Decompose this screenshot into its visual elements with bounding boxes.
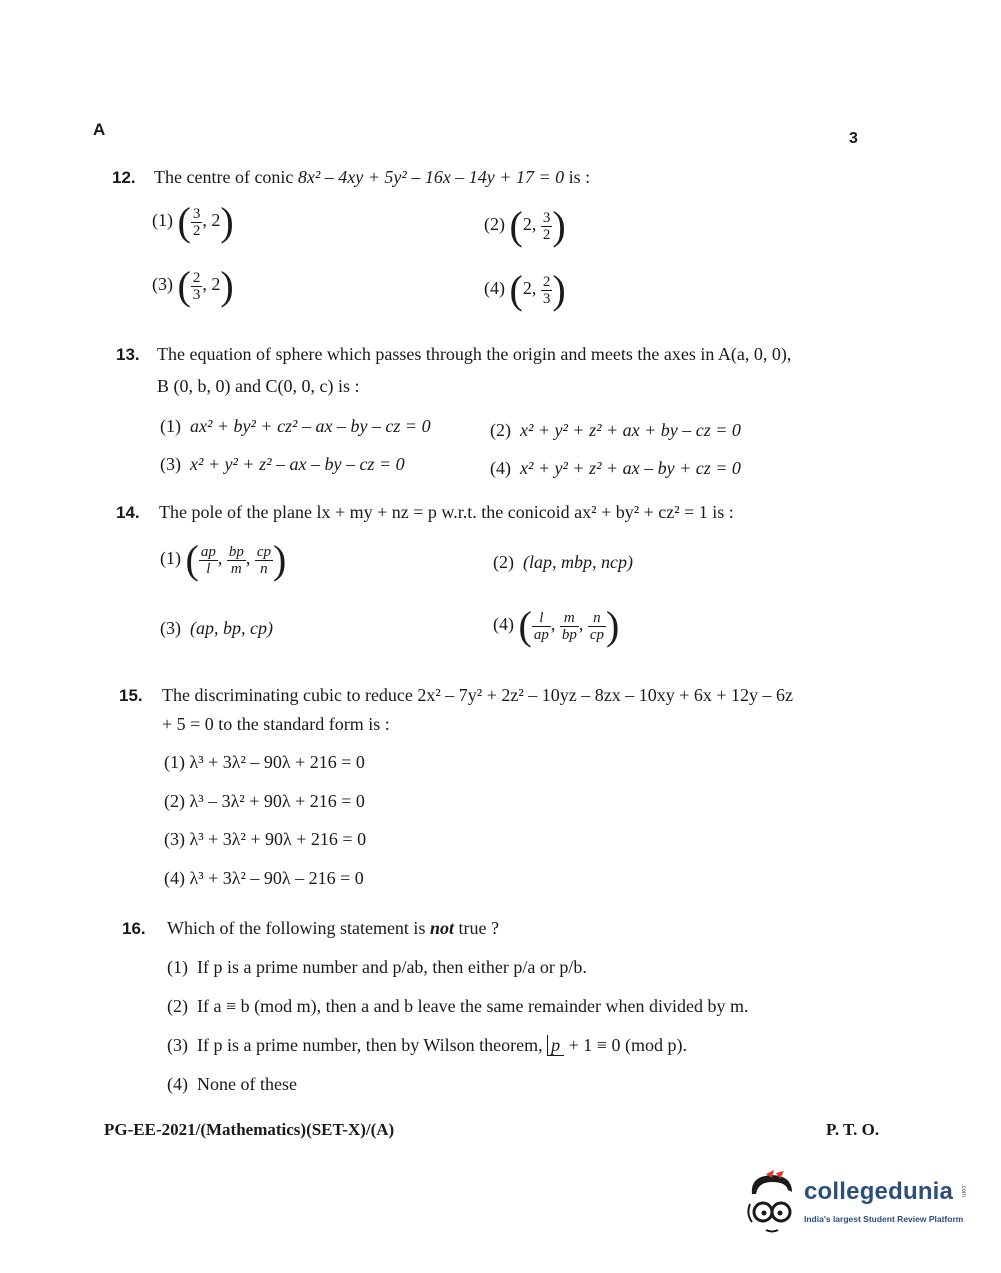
q16-option-3-text-prefix: If p is a prime number, then by Wilson theorem, <box>197 1035 548 1055</box>
page-number: 3 <box>849 130 858 147</box>
q15-option-2[interactable] <box>164 791 365 812</box>
q15-option-2-text: λ³ – 3λ² + 90λ + 216 = 0 <box>189 791 365 811</box>
q15-option-1-label: (1) <box>164 752 185 772</box>
q16-option-2[interactable] <box>167 996 748 1017</box>
q15-option-2-label: (2) <box>164 791 185 811</box>
q14-option-3-text: (ap, bp, cp) <box>190 618 273 638</box>
brand-name: collegedunia <box>804 1178 954 1205</box>
q16-stem-prefix: Which of the following statement is <box>167 918 430 938</box>
question-16-stem <box>167 918 499 939</box>
question-13-number: 13. <box>116 345 140 364</box>
q14-option-1[interactable]: (1) ( $\frac{ap}{l}$ , $\frac{bp}{m}$ , $\frac{cp}{n}$ ) <box>160 537 287 582</box>
q15-option-4-text: λ³ + 3λ² – 90λ – 216 = 0 <box>189 868 364 888</box>
q14-option-3[interactable] <box>160 618 273 639</box>
q13-option-1-label: (1) <box>160 416 181 436</box>
q13-option-3[interactable] <box>160 454 405 475</box>
q13-option-4[interactable] <box>490 458 741 479</box>
q13-option-1[interactable] <box>160 416 431 437</box>
q12-option-4[interactable]: (4) (2, $\frac{2}{3}$ ) <box>484 267 566 312</box>
question-14-stem: The pole of the plane lx + my + nz = p w.r.t. the conicoid ax² + by² + cz² = 1 is : <box>159 502 734 522</box>
q16-option-4-label: (4) <box>167 1074 188 1094</box>
q12-option-2[interactable]: (2) (2, $\frac{3}{2}$ ) <box>484 203 566 248</box>
set-letter: A <box>93 120 106 139</box>
question-15-number: 15. <box>119 686 143 705</box>
q15-option-3[interactable] <box>164 829 366 850</box>
q15-option-4-label: (4) <box>164 868 185 888</box>
q12-stem-suffix: is : <box>564 167 591 187</box>
question-13-stem-line1: The equation of sphere which passes through the origin and meets the axes in A(a, 0, 0), <box>157 344 792 364</box>
q14-option-2-text: (lap, mbp, ncp) <box>523 552 633 572</box>
q13-option-2-text: x² + y² + z² + ax + by – cz = 0 <box>520 420 741 440</box>
q16-option-1[interactable] <box>167 957 587 978</box>
q16-option-1-label: (1) <box>167 957 188 977</box>
q13-option-2-label: (2) <box>490 420 511 440</box>
q12-option-2-fraction: $\frac{3}{2}$ <box>542 209 551 243</box>
mascot-icon <box>742 1170 800 1234</box>
q12-option-1-fraction: $\frac{3}{2}$ <box>192 205 201 239</box>
q12-option-4-label: (4) <box>484 278 505 299</box>
q16-option-2-label: (2) <box>167 996 188 1016</box>
q12-option-4-fraction: $\frac{2}{3}$ <box>542 273 551 307</box>
q16-option-2-text: If a ≡ b (mod m), then a and b leave the same remainder when divided by m. <box>197 996 749 1016</box>
q16-option-3-text-suffix: + 1 ≡ 0 (mod p). <box>564 1035 687 1055</box>
question-12-stem <box>154 167 590 188</box>
q16-stem-suffix: true ? <box>453 918 499 938</box>
q16-option-3-label: (3) <box>167 1035 188 1055</box>
collegedunia-watermark <box>742 1170 972 1240</box>
q12-option-3[interactable]: (3) ( $\frac{2}{3}$ , 2) <box>152 263 234 308</box>
pto-label: P. T. O. <box>826 1120 880 1139</box>
paper-code: PG-EE-2021/(Mathematics)(SET-X)/(A) <box>104 1120 395 1139</box>
brand-tagline: India's largest Student Review Platform <box>804 1214 964 1224</box>
question-15-stem-line1: The discriminating cubic to reduce 2x² – 7y² + 2z² – 10yz – 8zx – 10xy + 6x + 12y – 6z <box>162 685 794 705</box>
q13-option-2[interactable] <box>490 420 741 441</box>
q15-option-3-text: λ³ + 3λ² + 90λ + 216 = 0 <box>189 829 367 849</box>
question-13-stem-line2: B (0, b, 0) and C(0, 0, c) is : <box>157 376 360 396</box>
q14-option-3-label: (3) <box>160 618 181 638</box>
question-14-number: 14. <box>116 503 140 522</box>
q15-option-3-label: (3) <box>164 829 185 849</box>
q14-option-2[interactable] <box>493 552 633 573</box>
q13-option-3-text: x² + y² + z² – ax – by – cz = 0 <box>190 454 405 474</box>
question-12-number: 12. <box>112 168 136 187</box>
q13-option-4-label: (4) <box>490 458 511 478</box>
q13-option-4-text: x² + y² + z² + ax – by + cz = 0 <box>520 458 741 478</box>
factorial-symbol: p <box>547 1035 564 1056</box>
q14-option-2-label: (2) <box>493 552 514 572</box>
q12-option-2-label: (2) <box>484 214 505 235</box>
q12-stem-equation: 8x² – 4xy + 5y² – 16x – 14y + 17 = 0 <box>297 167 565 187</box>
q14-option-4[interactable]: (4) ( $\frac{l}{ap}$ , $\frac{m}{bp}$ , $\frac{n}{cp}$ ) <box>493 603 620 648</box>
q14-option-4-label: (4) <box>493 614 514 635</box>
q12-option-3-fraction: $\frac{2}{3}$ <box>192 269 201 303</box>
q16-option-1-text: If p is a prime number and p/ab, then either p/a or p/b. <box>197 957 587 977</box>
q14-option-1-label: (1) <box>160 548 181 569</box>
q16-option-3[interactable] <box>167 1035 687 1056</box>
brand-com: .com <box>960 1184 966 1198</box>
q12-option-3-label: (3) <box>152 274 173 295</box>
q16-stem-emphasis: not <box>429 918 454 938</box>
question-16-number: 16. <box>122 919 146 938</box>
q12-option-1[interactable]: (1) ( $\frac{3}{2}$ , 2) <box>152 199 234 244</box>
q16-option-4-text: None of these <box>197 1074 297 1094</box>
question-15-stem-line2: + 5 = 0 to the standard form is : <box>162 714 390 734</box>
q13-option-1-text: ax² + by² + cz² – ax – by – cz = 0 <box>190 416 431 436</box>
q12-option-1-label: (1) <box>152 210 173 231</box>
q12-stem-prefix: The centre of conic <box>154 167 298 187</box>
q15-option-1-text: λ³ + 3λ² – 90λ + 216 = 0 <box>189 752 365 772</box>
q15-option-4[interactable] <box>164 868 364 889</box>
q16-option-4[interactable] <box>167 1074 297 1095</box>
q15-option-1[interactable] <box>164 752 365 773</box>
q13-option-3-label: (3) <box>160 454 181 474</box>
